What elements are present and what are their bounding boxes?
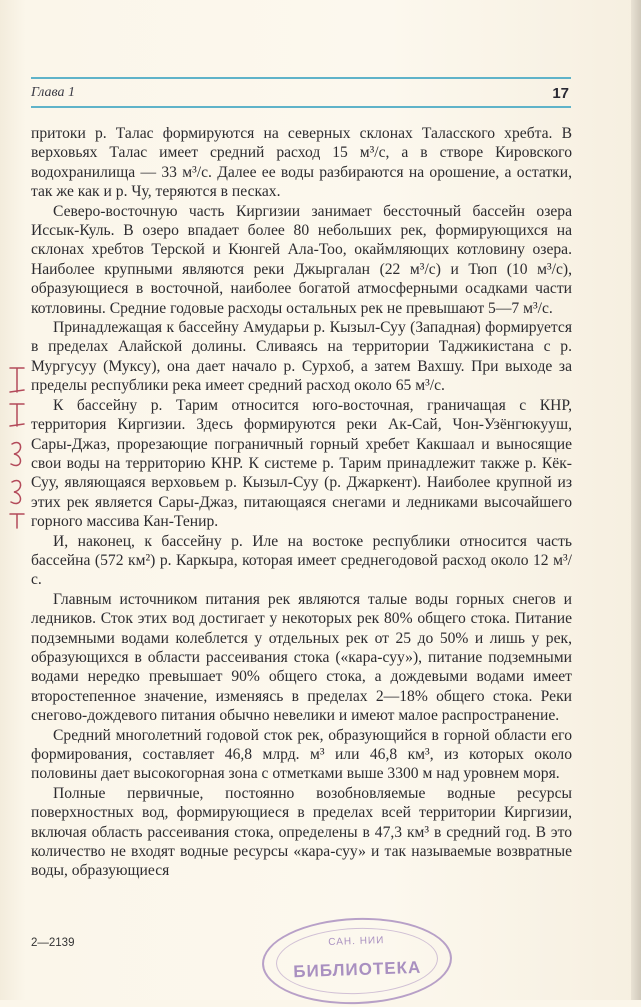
paragraph-water-resources: Полные первичные, постоянно возобновляемые водные ресурсы поверхностных вод, формирующиеся в пределах всей территории Киргизии, включая область рассеивания стока, определены в 47,3 км³ в средний год. В это количество не входят водные ресурсы «кара-суу» и так называемые возвратные воды, образующиеся <box>31 784 572 880</box>
pencil-marginalia <box>4 360 30 530</box>
paragraph-annual-runoff: Средний многолетний годовой сток рек, образующийся в горной области его формирования, составляет 46,8 млрд. м³ или 46,8 км³, из которых около половины дает высокогорная зона с отметками выше 3300 м над уровнем моря. <box>31 726 572 783</box>
main-text <box>31 124 572 881</box>
header-rule-top <box>31 77 571 79</box>
header-rule-bottom <box>31 106 571 108</box>
paragraph-river-feeding: Главным источником питания рек являются талые воды горных снегов и ледников. Сток этих вод достигает у некоторых рек 80% общего стока. Питание подземными водами колеблется у отдельных рек от 25 до 50% и лишь у рек, образующихся в области рассеивания стока («кара-суу»), питание подземными водами нередко превышает 90% общего стока, а дождевыми водами имеет второстепенное значение, изменяясь в пределах 2—18% общего стока. Реки снегово-дождевого питания обычно невелики и имеют малое распространение. <box>31 590 572 725</box>
printer-signature: 2—2139 <box>31 937 75 949</box>
running-header <box>31 77 571 107</box>
page-edge <box>631 0 641 1000</box>
paragraph-kyzyl-suu: Принадлежащая к бассейну Амударьи р. Кызыл-Суу (Западная) формируется в пределах Алайской долины. Сливаясь на территории Таджикистана с р. Мургусуу (Муксу), она дает начало р. Сурхоб, а затем Вахшу. При выходе за пределы республики река имеет средний расход около 65 м³/с. <box>31 319 572 395</box>
stamp-main-text: БИБЛИОТЕКА <box>293 957 422 982</box>
paragraph-issyk-kul: Северо-восточную часть Киргизии занимает бессточный бассейн озера Иссык-Куль. В озеро впадает более 80 небольших рек, формирующихся на склонах хребтов Терской и Кюнгей Ала-Тоо, окаймляющих котловину озера. Наиболее крупными являются реки Джыргалан (22 м³/с) и Тюп (10 м³/с), образующиеся в восточной, наиболее богатой атмосферными осадками части котловины. Средние годовые расходы остальных рек не превышают 5—7 м³/с. <box>31 202 572 317</box>
library-stamp <box>261 915 454 1007</box>
paragraph-tarim: К бассейну р. Тарим относится юго-восточная, граничащая с КНР, территория Киргизии. Здесь формируются реки Ак-Сай, Чон-Узёнгюкууш, Сары-Джаз, прорезающие пограничный горный хребет Какшаал и выносящие свои воды на территорию КНР. К системе р. Тарим принадлежит также р. Кёк-Суу, являющаяся верховьем р. Кызыл-Суу (р. Джаркент). Наиболее крупной из этих рек является Сары-Джаз, питающаяся снегами и ледниками высочайшего горного массива Кан-Тенир. <box>31 396 572 531</box>
paragraph-talas: притоки р. Талас формируются на северных склонах Таласского хребта. В верховьях Талас имеет средний расход 15 м³/с, а в створе Кировского водохранилища — 33 м³/с. Далее ее воды разбираются на орошение, а остатки, так же как и р. Чу, теряются в песках. <box>31 125 572 201</box>
stamp-top-text: САН. НИИ <box>328 935 385 948</box>
page-number: 17 <box>552 85 569 102</box>
paragraph-ile: И, наконец, к бассейну р. Иле на востоке республики относится часть бассейна (572 км²) р. Каркыра, которая имеет среднегодовой расход около 12 м³/с. <box>31 532 572 589</box>
chapter-title: Глава 1 <box>31 85 75 100</box>
